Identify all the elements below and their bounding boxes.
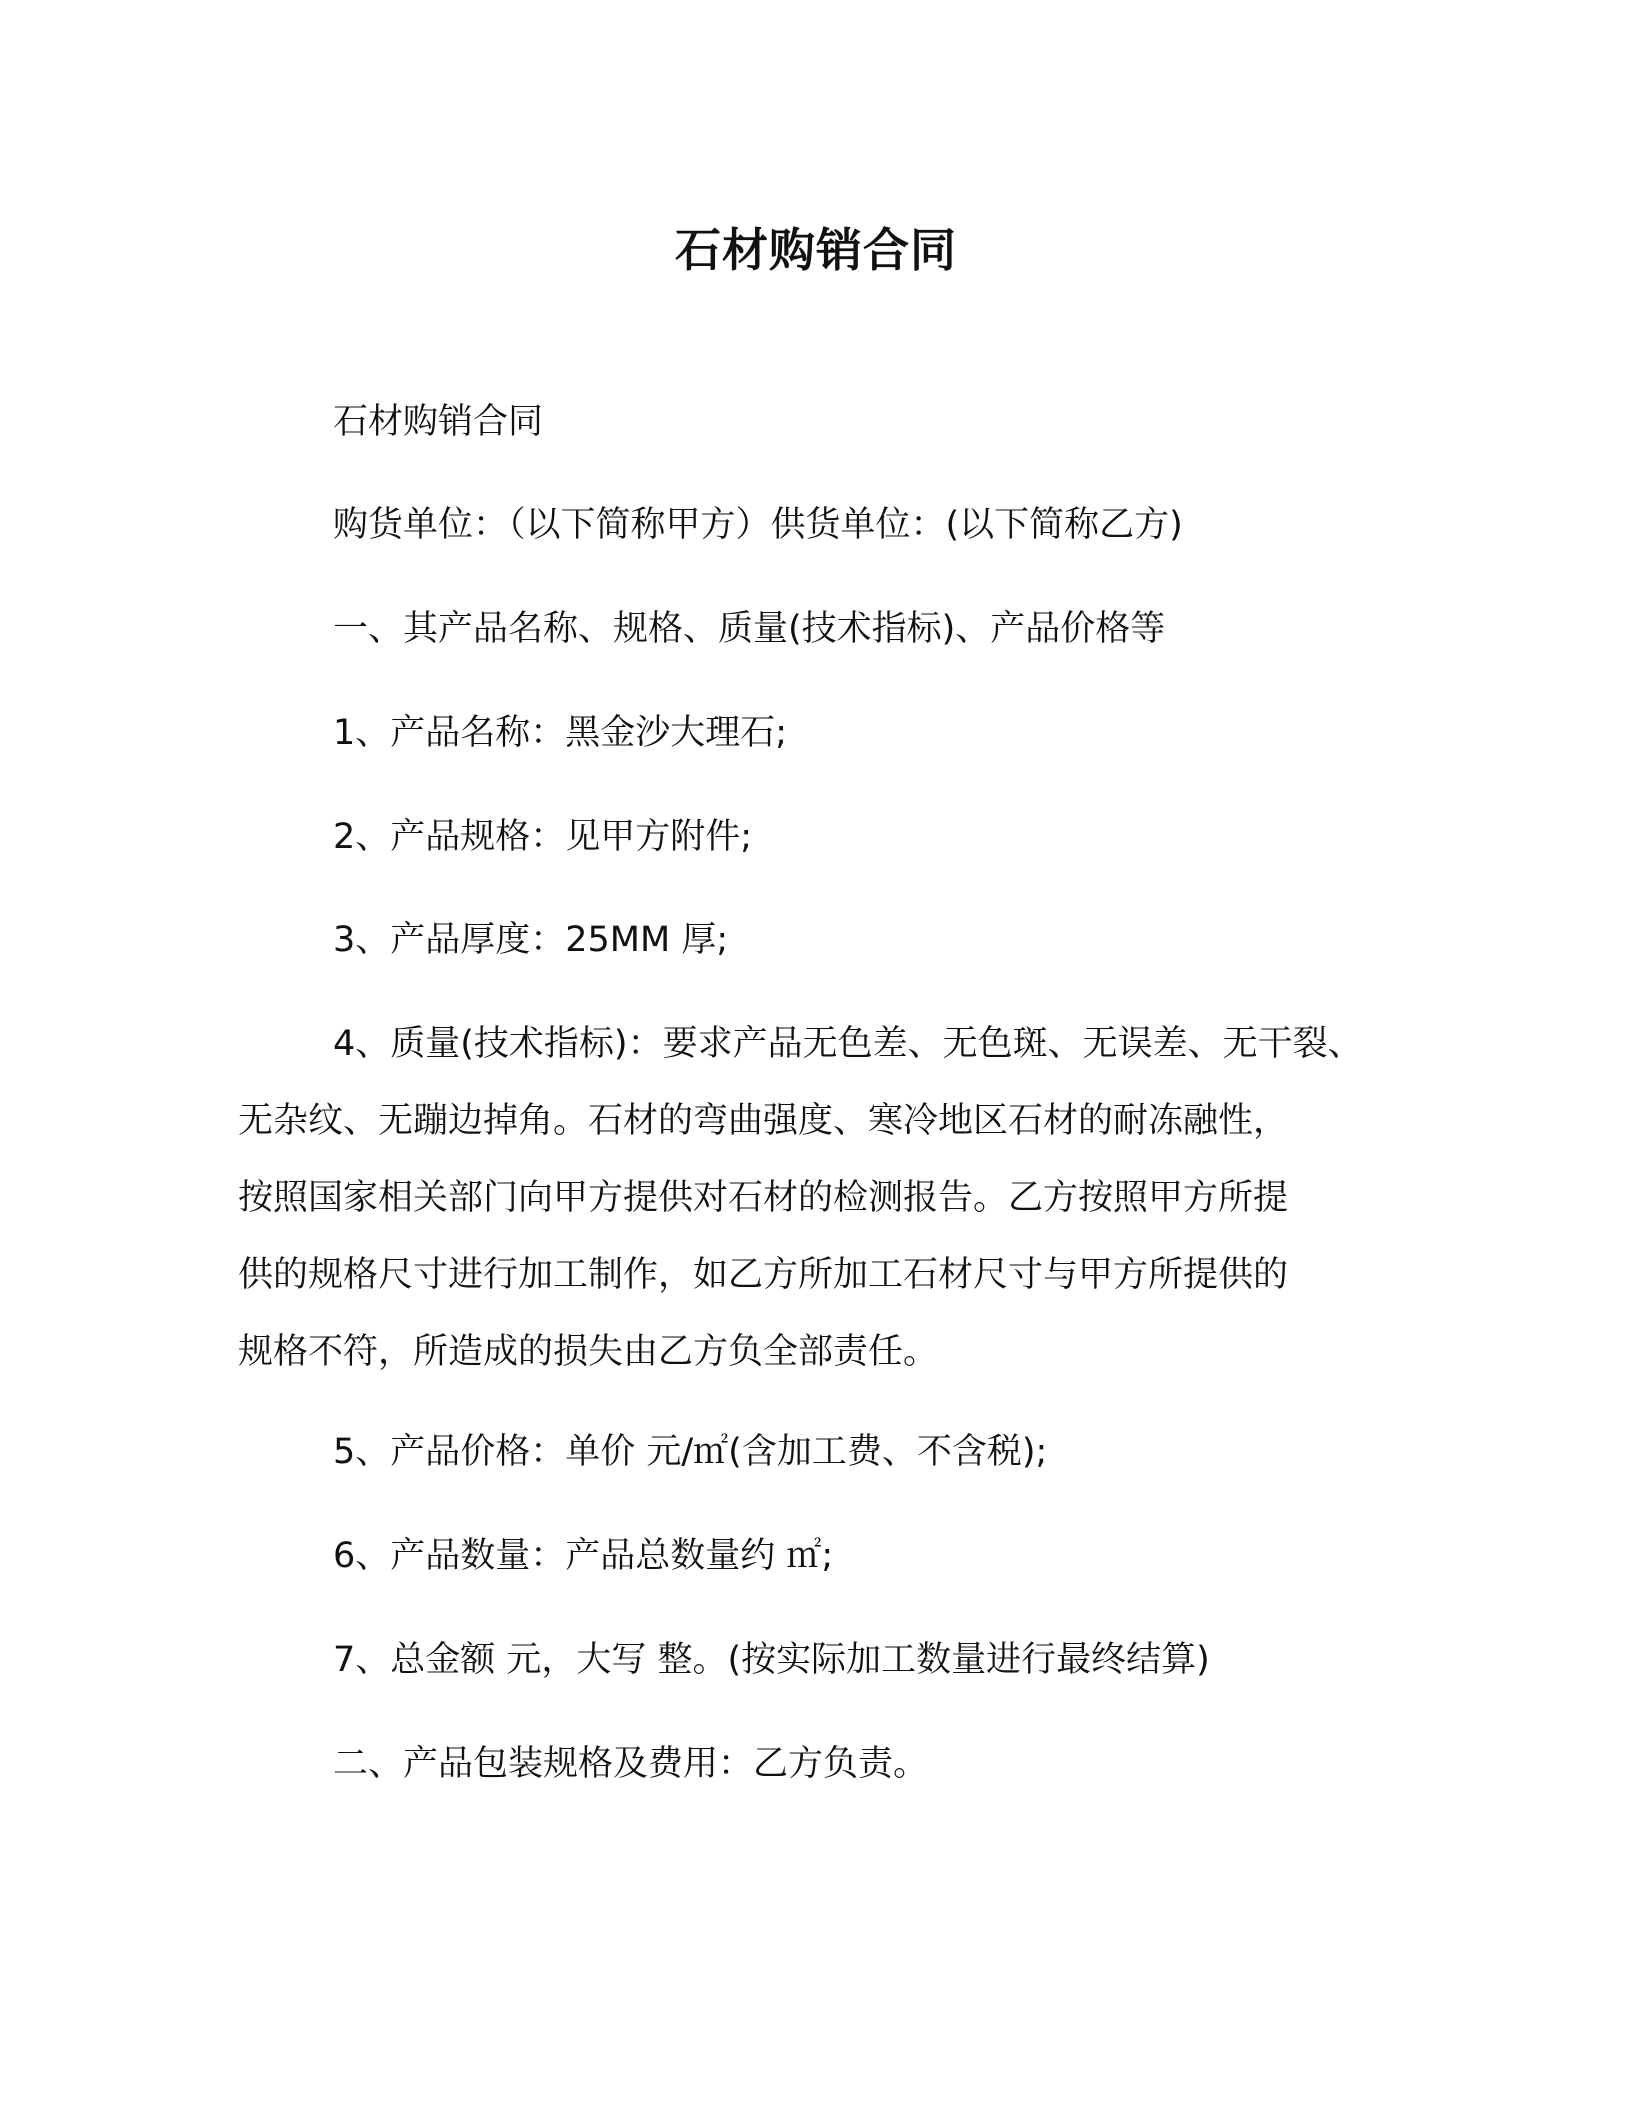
section-1-heading: 一、其产品名称、规格、质量(技术指标)、产品价格等 bbox=[333, 609, 1166, 649]
item-quality-line-1: 4、质量(技术指标)：要求产品无色差、无色斑、无误差、无干裂、 bbox=[333, 1024, 1363, 1064]
document-subtitle: 石材购销合同 bbox=[333, 402, 544, 442]
item-quality-line-4: 供的规格尺寸进行加工制作，如乙方所加工石材尺寸与甲方所提供的 bbox=[238, 1255, 1289, 1295]
item-product-name: 1、产品名称：黑金沙大理石; bbox=[333, 713, 788, 753]
item-quality-paragraph bbox=[238, 1006, 1418, 1391]
item-product-quantity: 6、产品数量：产品总数量约 ㎡; bbox=[333, 1536, 834, 1576]
item-quality-line-5: 规格不符，所造成的损失由乙方负全部责任。 bbox=[238, 1332, 939, 1372]
document-title: 石材购销合同 bbox=[675, 223, 957, 277]
item-product-thickness: 3、产品厚度：25MM 厚; bbox=[333, 920, 729, 960]
item-product-spec: 2、产品规格：见甲方附件; bbox=[333, 817, 753, 857]
parties-line: 购货单位：（以下简称甲方）供货单位：(以下简称乙方) bbox=[333, 505, 1183, 545]
item-quality-line-2: 无杂纹、无蹦边掉角。石材的弯曲强度、寒冷地区石材的耐冻融性， bbox=[238, 1101, 1289, 1141]
section-2-heading: 二、产品包装规格及费用：乙方负责。 bbox=[333, 1744, 929, 1784]
item-product-price: 5、产品价格：单价 元/㎡(含加工费、不含税); bbox=[333, 1432, 1048, 1472]
item-total-amount: 7、总金额 元，大写 整。(按实际加工数量进行最终结算) bbox=[333, 1640, 1210, 1680]
item-quality-line-3: 按照国家相关部门向甲方提供对石材的检测报告。乙方按照甲方所提 bbox=[238, 1178, 1289, 1218]
